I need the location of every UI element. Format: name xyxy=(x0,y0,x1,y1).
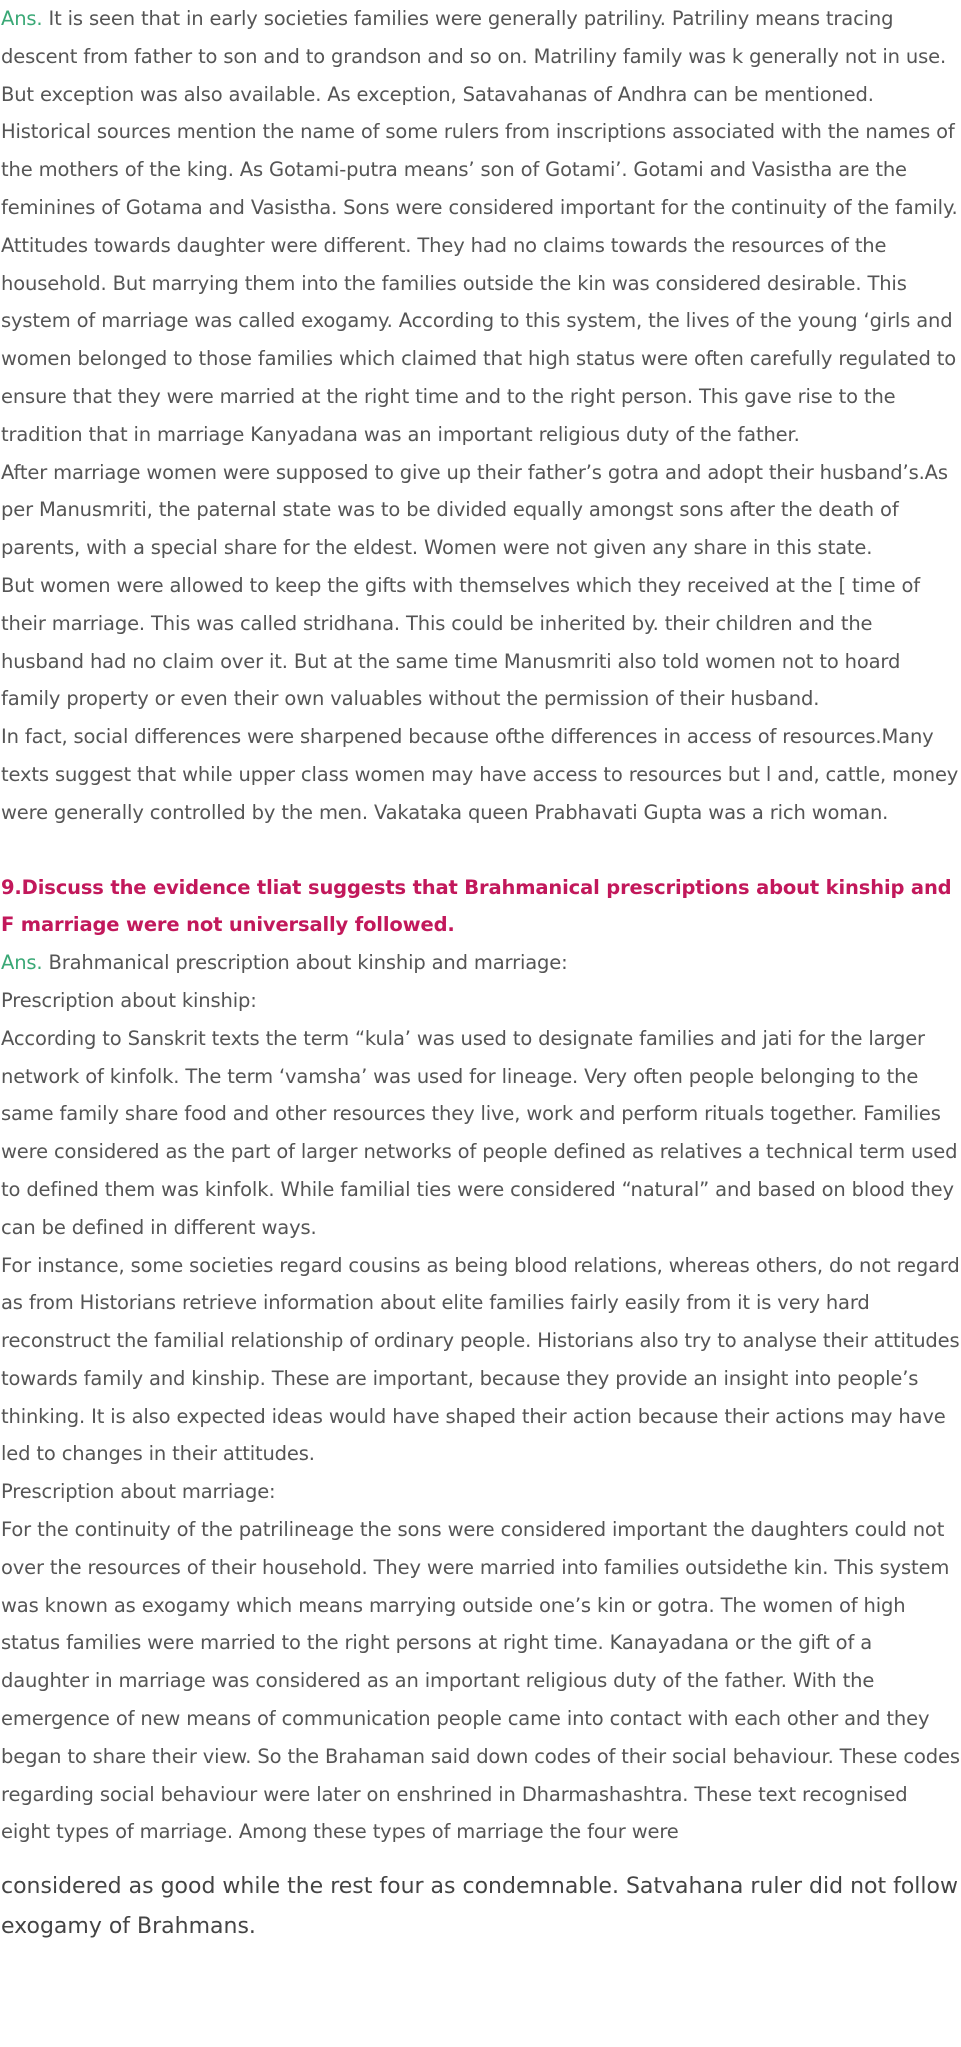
marriage-heading: Prescription about marriage: xyxy=(1,1480,276,1504)
answer-label: Ans. xyxy=(1,951,43,975)
kinship-paragraph-1: According to Sanskrit texts the term “kula’ was used to designate families and jati for the larger network of kinfolk. The term ‘vamsha’ was used for lineage. Very often people belonging to the same family share food and other resources they live, work and perform rituals together. Families were considered as the part of larger networks of people defined as relatives a technical term used to defined them was kinfolk. While familial ties were considered “natural” and based on blood they can be defined in different ways. xyxy=(1,1026,958,1239)
paragraph-text: It is seen that in early societies families were generally patriliny. Patriliny means tracing descent from father to son and to grandson and so on. Matriliny family was k generally not in use. But exception was also available. As exception, Satavahanas of Andhra can be mentioned. Historical sources mention the name of some rulers from inscriptions associated with the names of the mothers of the king. As Gotami-putra means’ son of Gotami’. Gotami and Vasistha are the feminines of Gotama and Vasistha. Sons were considered important for the continuity of the family. Attitudes towards daughter were different. They had no claims towards the resources of the household. But marrying them into the families outside the kin was considered desirable. This system of marriage was called exogamy. According to this system, the lives of the young ‘girls and women belonged to those families which claimed that high status were often carefully regulated to ensure that they were married at the right time and to the right person. This gave rise to the tradition that in marriage Kanyadana was an important religious duty of the father. xyxy=(1,7,958,446)
answer-paragraph-4: In fact, social differences were sharpened because ofthe differences in access of resources.Many texts suggest that while upper class women may have access to resources but l and, cattle, money were generally controlled by the men. Vakataka queen Prabhavati Gupta was a rich woman. xyxy=(1,725,959,824)
kinship-heading: Prescription about kinship: xyxy=(1,988,257,1012)
closing-paragraph: considered as good while the rest four as condemnable. Satvahana ruler did not follow exogamy of Brahmans. xyxy=(1,1874,958,1940)
answer-intro xyxy=(0,944,961,982)
question-heading: 9.Discuss the evidence tliat suggests that Brahmanical prescriptions about kinship and F marriage were not universally followed. xyxy=(1,875,952,937)
answer-paragraph-1 xyxy=(0,0,961,454)
marriage-paragraph: For the continuity of the patrilineage the sons were considered important the daughters could not over the resources of their household. They were married into families outsidethe kin. This system was known as exogamy which means marrying outside one’s kin or gotra. The women of high status families were married to the right persons at right time. Kanayadana or the gift of a daughter in marriage was considered as an important religious duty of the father. With the emergence of new means of communication people came into contact with each other and they began to share their view. So the Brahaman said down codes of their social behaviour. These codes regarding social behaviour were later on enshrined in Dharmashashtra. These text recognised eight types of marriage. Among these types of marriage the four were xyxy=(1,1518,960,1844)
answer-label: Ans. xyxy=(1,7,43,30)
answer-paragraph-3: But women were allowed to keep the gifts with themselves which they received at the [ time of their marriage. This was called stridhana. This could be inherited by. their children and the husband had no claim over it. But at the same time Manusmriti also told women not to hoard family property or even their own valuables without the permission of their husband. xyxy=(1,573,920,711)
intro-text: Brahmanical prescription about kinship and marriage: xyxy=(42,951,568,975)
answer-paragraph-2: After marriage women were supposed to give up their father’s gotra and adopt their husband’s.As per Manusmriti, the paternal state was to be divided equally amongst sons after the death of parents, with a special share for the eldest. Women were not given any share in this state. xyxy=(1,460,948,560)
kinship-paragraph-2: For instance, some societies regard cousins as being blood relations, whereas others, do not regard as from Historians retrieve information about elite families fairly easily from it is very hard reconstruct the familial relationship of ordinary people. Historians also try to analyse their attitudes towards family and kinship. These are important, because they provide an insight into people’s thinking. It is also expected ideas would have shaped their action because their actions may have led to changes in their attitudes. xyxy=(1,1253,960,1466)
